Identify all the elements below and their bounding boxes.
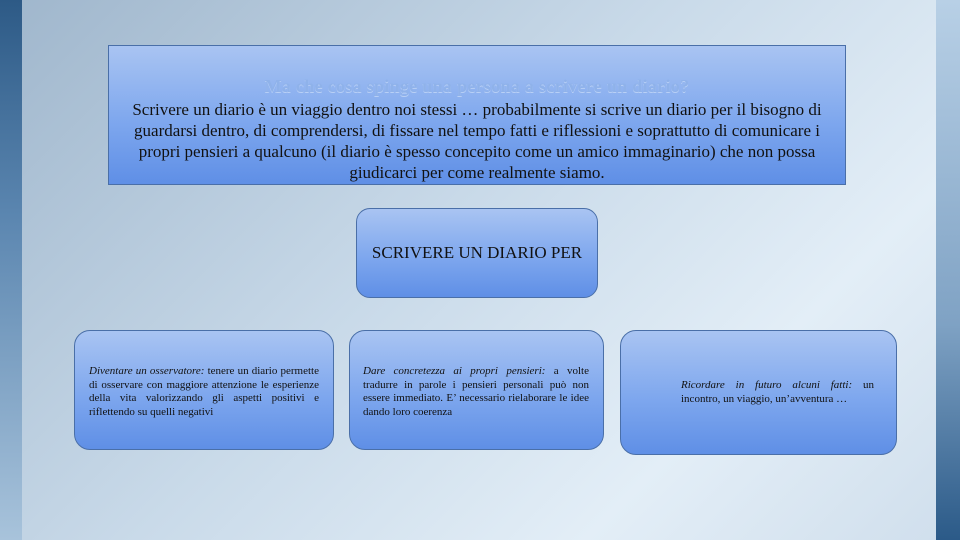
slide-title: Ma che cosa spinge una persona a scrivere un diario? <box>264 76 690 96</box>
left-edge-decoration <box>0 0 22 540</box>
reason-card-thoughts <box>349 330 604 450</box>
reason-lead: Ricordare in futuro alcuni fatti: <box>681 379 853 391</box>
center-node <box>356 208 598 298</box>
reason-lead: Diventare un osservatore: <box>89 365 205 377</box>
reason-text: a volte tradurre in parole i pensieri personali può non essere immediato. E’ necessario rielaborare le idee dando loro coerenza <box>363 365 589 418</box>
reason-card-remember <box>620 330 897 455</box>
reason-card-observer <box>74 330 334 450</box>
intro-box <box>108 45 846 185</box>
right-edge-decoration <box>936 0 960 540</box>
reason-text: tenere un diario permette di osservare con maggiore attenzione le esperienze della vita valorizzando gli aspetti positivi e riflettendo su quelli negativi <box>89 365 319 418</box>
center-node-label: SCRIVERE UN DIARIO PER <box>371 243 583 262</box>
reason-lead: Dare concretezza ai propri pensieri: <box>363 365 546 377</box>
intro-text: Scrivere un diario è un viaggio dentro noi stessi … probabilmente si scrive un diario per il bisogno di guardarsi dentro, di comprendersi, di fissare nel tempo fatti e riflessioni e soprattutto di comunicare i propri pensieri a qualcuno (il diario è spesso concepito come un amico immaginario) che non possa giudicarci per come realmente siamo. <box>132 100 822 182</box>
reason-text: un incontro, un viaggio, un’avventura … <box>681 379 874 405</box>
